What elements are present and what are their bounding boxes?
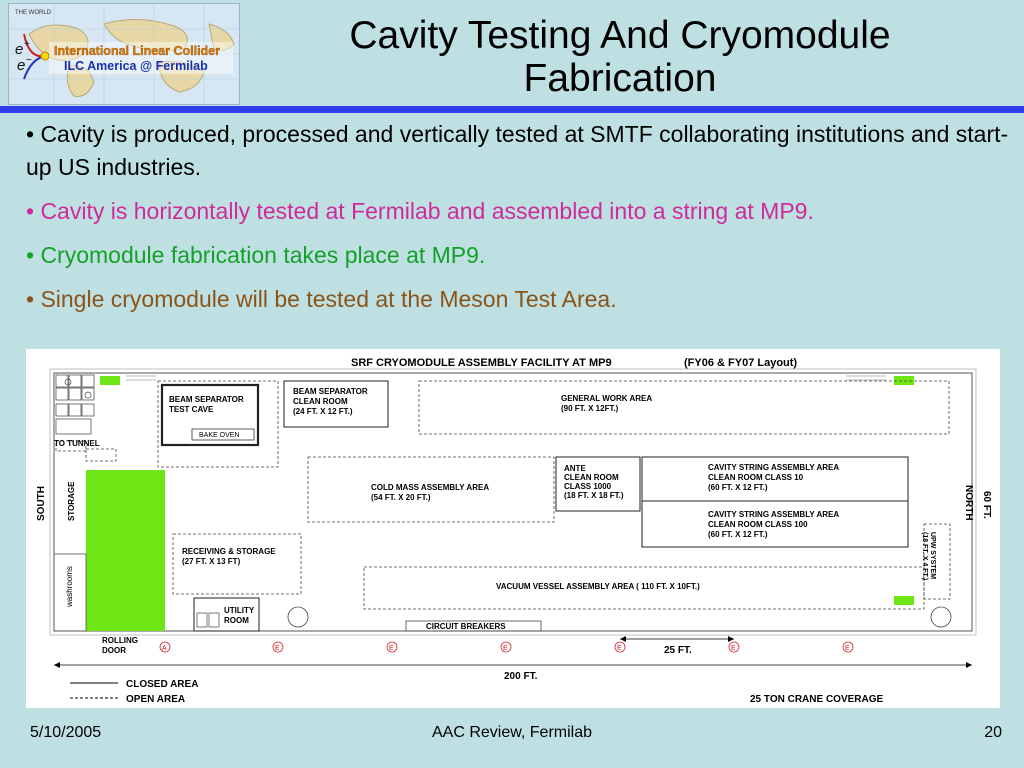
ilc-logo (8, 3, 240, 105)
door-marker-ne (894, 376, 914, 385)
marker-e-6: E (845, 645, 850, 652)
upw-line2: (18 FT. X 4 FT.) (921, 532, 928, 581)
marker-a: A (162, 645, 167, 652)
marker-e-2: E (389, 645, 394, 652)
rolling-door-line2: DOOR (102, 646, 126, 655)
south-label: SOUTH (36, 486, 47, 521)
logo-name-line2: ILC America @ Fermilab (64, 59, 208, 73)
general-work-line1: GENERAL WORK AREA (561, 394, 653, 403)
beam-sep-cave-line2: TEST CAVE (169, 405, 214, 414)
world-map-image (9, 4, 239, 104)
closed-area-legend: CLOSED AREA (126, 679, 199, 690)
string100-line2: CLEAN ROOM CLASS 100 (708, 520, 808, 529)
e-minus-label: e (17, 57, 26, 74)
logo-name-line1: International Linear Collider (54, 44, 220, 58)
crane-coverage-label: 25 TON CRANE COVERAGE (750, 694, 884, 705)
string10-line2: CLEAN ROOM CLASS 10 (708, 473, 804, 482)
marker-e-1: E (275, 645, 280, 652)
door-marker-nw (100, 376, 120, 385)
plan-title: SRF CRYOMODULE ASSEMBLY FACILITY AT MP9 (351, 357, 612, 369)
bullet-item-1: • Cavity is produced, processed and vertically tested at SMTF collaborating institutions and start-up US industries. (26, 121, 1009, 180)
storage-label: STORAGE (67, 481, 76, 521)
ante-line3: CLASS 1000 (564, 482, 612, 491)
plan-layout-label: (FY06 & FY07 Layout) (684, 357, 798, 369)
bullet-item-2: • Cavity is horizontally tested at Fermilab and assembled into a string at MP9. (26, 198, 814, 224)
bullet-item-4: • Single cryomodule will be tested at the Meson Test Area. (26, 286, 617, 312)
general-work-line2: (90 FT. X 12FT.) (561, 404, 619, 413)
receiving-line2: (27 FT. X 13 FT) (182, 557, 241, 566)
washrooms-label: washrooms (65, 566, 74, 607)
utility-line1: UTILITY (224, 606, 255, 615)
bullet-item-3: • Cryomodule fabrication takes place at MP9. (26, 242, 486, 268)
beam-sep-cave-line1: BEAM SEPARATOR (169, 395, 244, 404)
equipment-grid (56, 375, 94, 434)
e-plus-label: e (15, 41, 24, 58)
marker-e-3: E (503, 645, 508, 652)
twohundred-ft-label: 200 FT. (504, 671, 538, 682)
ante-line4: (18 FT. X 18 FT.) (564, 491, 624, 500)
upw-line1: UPW SYSTEM (929, 532, 936, 580)
sixty-ft-label: 60 FT. (981, 491, 992, 519)
string100-line1: CAVITY STRING ASSEMBLY AREA (708, 510, 840, 519)
marker-e-5: E (731, 645, 736, 652)
marker-e-4: E (617, 645, 622, 652)
beam-sep-clean-line3: (24 FT. X 12 FT.) (293, 407, 353, 416)
svg-text:−: − (26, 55, 32, 66)
cold-mass-line2: (54 FT. X 20 FT.) (371, 493, 431, 502)
vacuum-vessel-label: VACUUM VESSEL ASSEMBLY AREA ( 110 FT. X 10FT.) (496, 582, 700, 591)
twentyfive-ft-label: 25 FT. (664, 645, 692, 656)
logo-corner-label: THE WORLD (15, 10, 51, 16)
beam-sep-clean-line1: BEAM SEPARATOR (293, 387, 368, 396)
door-marker-se (894, 596, 914, 605)
receiving-line1: RECEIVING & STORAGE (182, 547, 276, 556)
ante-line2: CLEAN ROOM (564, 473, 619, 482)
to-tunnel-label: TO TUNNEL (54, 439, 100, 448)
circuit-breakers-label: CIRCUIT BREAKERS (426, 622, 506, 631)
footer-page-number: 20 (984, 724, 1002, 741)
bake-oven-label: BAKE OVEN (199, 432, 240, 439)
svg-text:+: + (24, 39, 30, 50)
footer-date: 5/10/2005 (30, 724, 102, 741)
floor-plan-drawing (26, 349, 1000, 708)
string10-line1: CAVITY STRING ASSEMBLY AREA (708, 463, 840, 472)
rolling-door-line1: ROLLING (102, 636, 138, 645)
bullet-list (26, 118, 1016, 327)
north-label: NORTH (963, 485, 974, 521)
storage-area (86, 470, 165, 631)
ante-line1: ANTE (564, 464, 586, 473)
facility-floor-plan (26, 349, 1000, 708)
cold-mass-line1: COLD MASS ASSEMBLY AREA (371, 483, 490, 492)
column-markers (160, 642, 853, 652)
utility-line2: ROOM (224, 616, 249, 625)
beam-sep-clean-line2: CLEAN ROOM (293, 397, 348, 406)
string100-line3: (60 FT. X 12 FT.) (708, 530, 768, 539)
string10-line3: (60 FT. X 12 FT.) (708, 483, 768, 492)
footer-center: AAC Review, Fermilab (431, 724, 593, 741)
slide-title: Cavity Testing And Cryomodule Fabrication (349, 14, 891, 100)
open-area-legend: OPEN AREA (126, 694, 186, 705)
title-divider (0, 106, 1024, 113)
